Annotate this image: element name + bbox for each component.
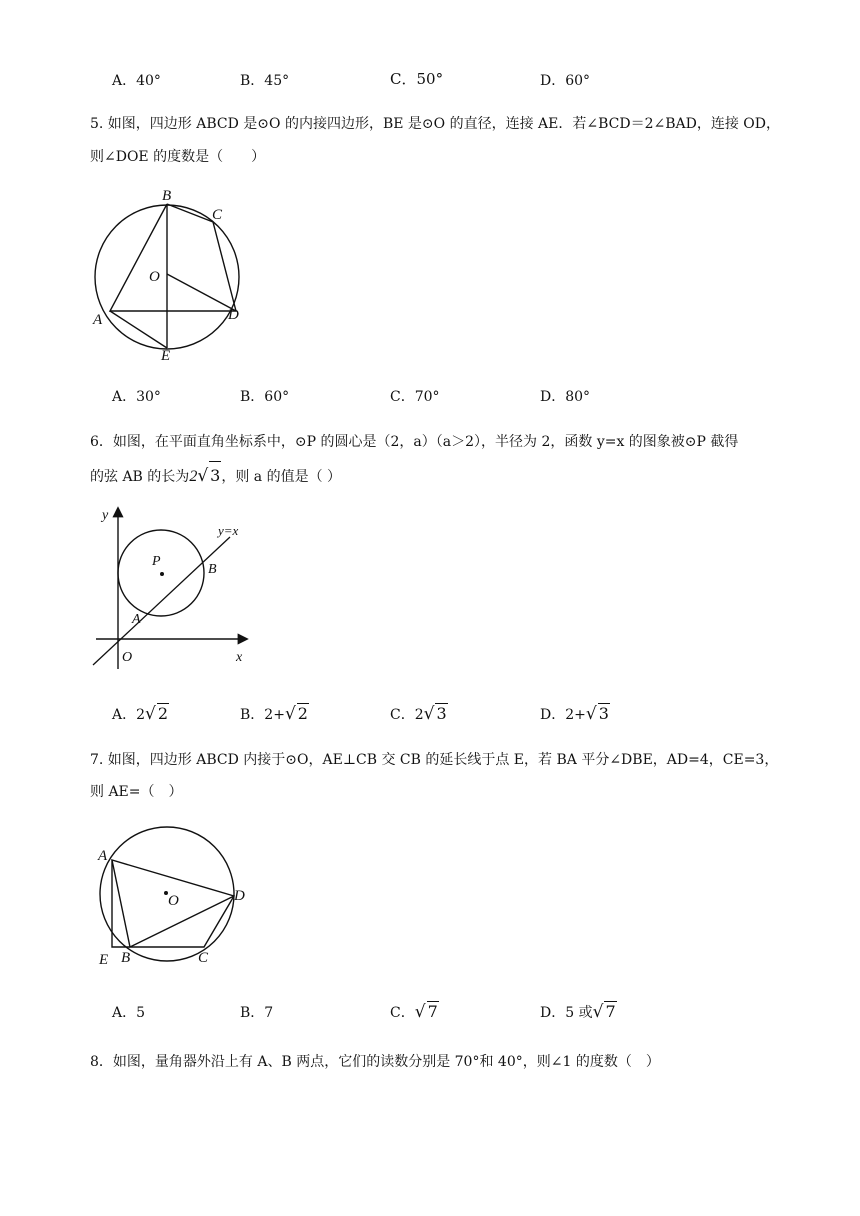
q6-stem-text-post: ，则 a 的值是（ ） [221,469,342,485]
q4-option-c: C．50° [390,70,444,88]
q5-stem-line2: 则∠DOE 的度数是（ ） [90,149,266,165]
q6-stem-line1: 6．如图，在平面直角坐标系中，⊙P 的圆心是（2，a）（a＞2），半径为 2，函数 y=x 的图象被⊙P 截得 [90,434,739,450]
q6-stem-text-pre: 的弦 AB 的长为 [90,469,190,485]
q8-stem-line1: 8．如图，量角器外沿上有 A、B 两点，它们的读数分别是 70°和 40°，则∠1 的度数（ ） [90,1054,660,1070]
q5-label-e: E [161,348,171,364]
q5-option-a: A．30° [112,389,161,405]
q6-figure [90,505,260,675]
q7-option-d: D．5 或√ 7 [540,1002,616,1022]
q7-label-d: D [234,888,245,904]
q6-label-line: y=x [218,523,239,538]
q4-option-b: B．45° [240,73,290,89]
q6-stem-line2 [90,461,341,491]
q6-chord-coefficient: 2 [189,468,198,485]
q5-stem-line1: 5. 如图，四边形 ABCD 是⊙O 的内接四边形，BE 是⊙O 的直径，连接 AE．若∠BCD＝2∠BAD，连接 OD， [90,116,780,132]
q7-stem-line2: 则 AE=（ ） [90,784,183,800]
q6-chord-sqrt: √ 3 [197,461,221,491]
q7-label-c: C [198,950,209,966]
q6-label-p: P [152,554,161,569]
q4-option-d: D．60° [540,73,591,89]
q7-option-a: A．5 [112,1005,146,1021]
q7-option-b: B．7 [240,1005,274,1021]
q7-label-a: A [98,848,108,864]
q7-option-c: C．√ 7 [390,1002,438,1022]
q7-label-b: B [121,950,131,966]
q5-figure [88,188,268,364]
q5-option-c: C．70° [390,389,440,405]
q5-option-d: D．80° [540,389,591,405]
q5-label-a: A [93,312,103,328]
q4-option-a: A．40° [112,73,161,89]
q7-label-o: O [168,893,179,909]
q6-label-y: y [102,508,109,523]
q6-option-c: C．2√ 3 [390,704,447,724]
q6-label-o: O [122,650,133,665]
q6-option-b: B．2+√ 2 [240,704,308,724]
q5-label-b: B [162,188,172,204]
q5-option-b: B．60° [240,389,290,405]
q6-label-x: x [236,650,243,665]
q6-option-a: A．2√ 2 [112,704,169,724]
q6-label-a: A [132,612,141,627]
q7-stem-line1: 7. 如图，四边形 ABCD 内接于⊙O，AE⊥CB 交 CB 的延长线于点 E，若 BA 平分∠DBE，AD=4，CE=3， [90,752,779,768]
q5-label-d: D [228,307,239,323]
q7-label-e: E [99,952,109,968]
q7-figure [90,822,260,972]
q6-label-b: B [208,562,217,577]
q5-label-o: O [149,269,160,285]
q6-option-d: D．2+√ 3 [540,704,609,724]
q5-label-c: C [212,207,223,223]
